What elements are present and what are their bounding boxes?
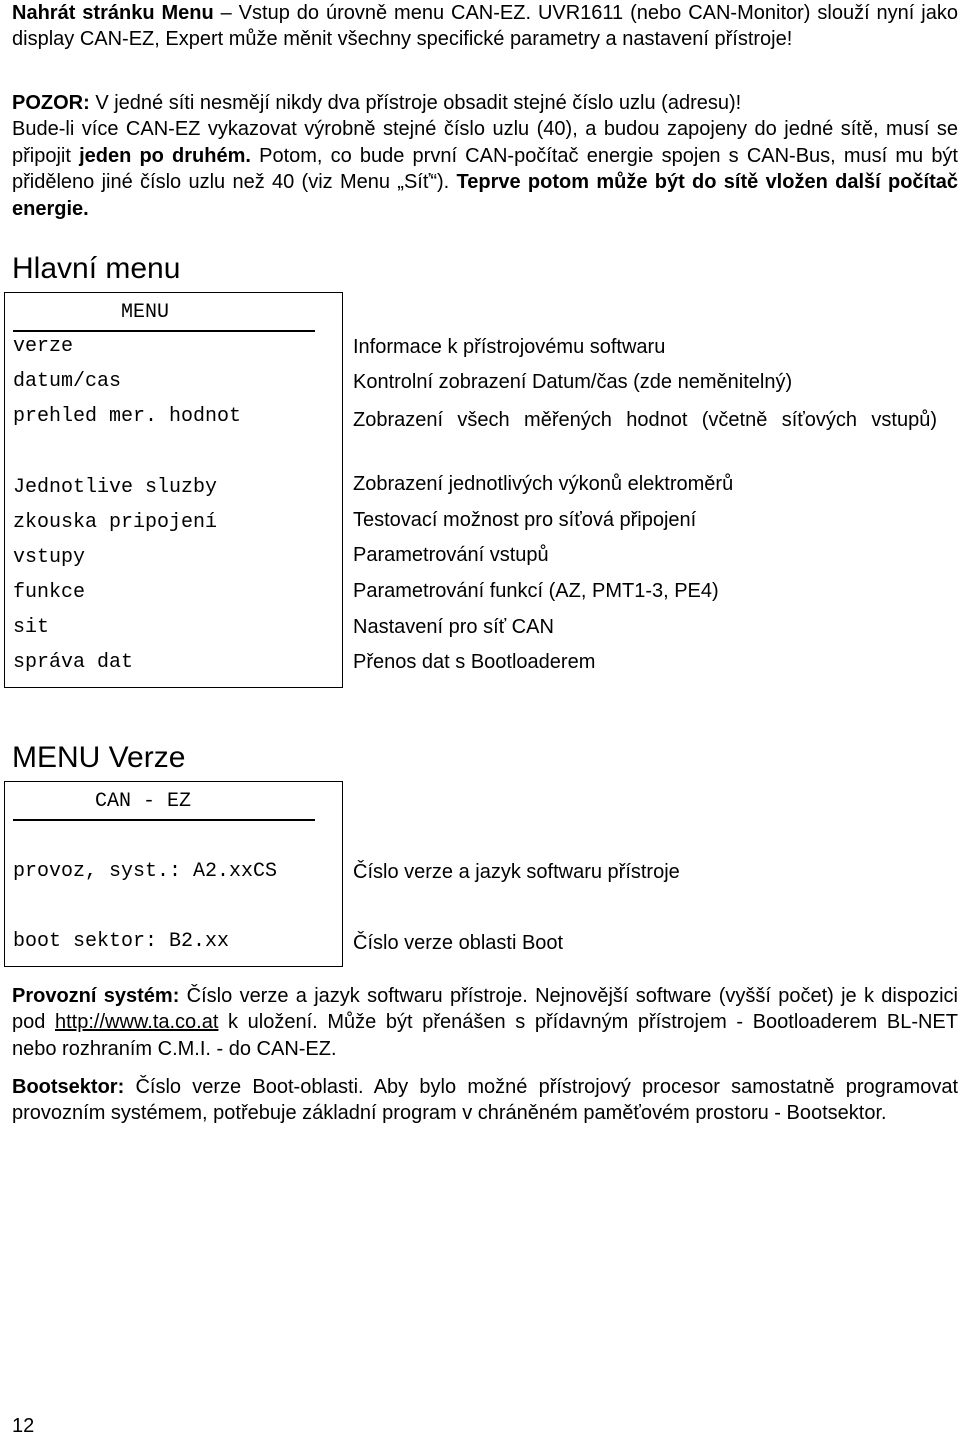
desc-boot: Číslo verze oblasti Boot: [353, 932, 564, 954]
desc-sit: Nastavení pro síť CAN: [353, 616, 554, 638]
menu-item-zkouska: zkouska pripojení: [13, 511, 218, 534]
menu-item-sprava-dat: správa dat: [13, 651, 134, 674]
main-menu-display-title: MENU: [121, 301, 170, 324]
note-os-text-2: k uložení. Může být přenášen s přídavným přístrojem - Bootloaderem BL-NET nebo rozhraním C.M.I. - do CAN-EZ.: [12, 1011, 958, 1060]
intro-paragraph-upload-menu: [12, 0, 958, 53]
note-os-text-1: Číslo verze a jazyk softwaru přístroje. Nejnovější software (vyšší počet) je k dispozici pod: [12, 985, 959, 1034]
version-display: [4, 781, 343, 967]
menu-version-heading: MENU Verze: [12, 741, 186, 774]
menu-item-prehled: prehled mer. hodnot: [13, 405, 242, 428]
warning-text-2: Bude-li více CAN-EZ vykazovat výrobně stejné číslo uzlu (40), a budou zapojeny do jedné sítě, musí se připojit: [12, 118, 958, 167]
menu-item-jednotlive-sluzby: Jednotlive sluzby: [13, 476, 218, 499]
desc-datum-cas: Kontrolní zobrazení Datum/čas (zde neměnitelný): [353, 371, 793, 393]
note-bootsector: [12, 1074, 958, 1127]
desc-provoz: Číslo verze a jazyk softwaru přístroje: [353, 861, 680, 883]
note-boot-text: Číslo verze Boot-oblasti. Aby bylo možné přístrojový procesor samostatně programovat provozním systémem, potřebuje základní program v chráněném paměťovém prostoru - Bootsektor.: [12, 1076, 958, 1125]
version-display-title: CAN - EZ: [95, 790, 192, 813]
desc-vstupy: Parametrování vstupů: [353, 544, 549, 566]
desc-funkce: Parametrování funkcí (AZ, PMT1-3, PE4): [353, 580, 719, 602]
note-os-label: Provozní systém:: [12, 985, 180, 1007]
menu-item-sit: sit: [13, 616, 50, 639]
desc-jednotlive-sluzby: Zobrazení jednotlivých výkonů elektroměrů: [353, 473, 734, 495]
main-menu-title-rule: [13, 330, 315, 332]
menu-item-datum-cas: datum/cas: [13, 370, 122, 393]
warning-text-3: Potom, co bude první CAN-počítač energie spojen s CAN-Bus, musí mu být přiděleno jiné číslo uzlu než 40 (viz Menu „Síť“).: [12, 144, 958, 194]
intro-bold-upload-menu: Nahrát stránku Menu: [12, 2, 214, 24]
menu-item-vstupy: vstupy: [13, 546, 86, 569]
warning-bold-one-by-one: jeden po druhém.: [79, 144, 251, 167]
version-item-provoz: provoz, syst.: A2.xxCS: [13, 860, 278, 883]
main-menu-display: [4, 292, 343, 688]
desc-zkouska: Testovací možnost pro síťová připojení: [353, 509, 697, 531]
desc-verze: Informace k přístrojovému softwaru: [353, 336, 666, 358]
menu-item-verze: verze: [13, 335, 74, 358]
main-menu-heading: Hlavní menu: [12, 252, 181, 285]
download-link[interactable]: http://www.ta.co.at: [55, 1011, 219, 1034]
menu-item-funkce: funkce: [13, 581, 86, 604]
note-boot-label: Bootsektor:: [12, 1076, 125, 1098]
version-title-rule: [13, 819, 315, 821]
desc-sprava-dat: Přenos dat s Bootloaderem: [353, 651, 596, 673]
page-number: 12: [12, 1415, 35, 1437]
note-operating-system: [12, 983, 958, 1062]
warning-text-1: V jedné síti nesmějí nikdy dva přístroje obsadit stejné číslo uzlu (adresu)!: [89, 92, 742, 114]
warning-paragraph: [12, 90, 958, 222]
version-item-boot: boot sektor: B2.xx: [13, 930, 230, 953]
intro-text-upload-menu: – Vstup do úrovně menu CAN-EZ. UVR1611 (nebo CAN-Monitor) slouží nyní jako display CAN-EZ, Expert může měnit všechny specifické parametry a nastavení přístroje!: [12, 2, 958, 51]
desc-prehled: Zobrazení všech měřených hodnot (včetně síťových vstupů): [353, 409, 937, 431]
warning-label: POZOR:: [12, 92, 90, 114]
warning-bold-final: Teprve potom může být do sítě vložen další počítač energie.: [12, 171, 959, 220]
